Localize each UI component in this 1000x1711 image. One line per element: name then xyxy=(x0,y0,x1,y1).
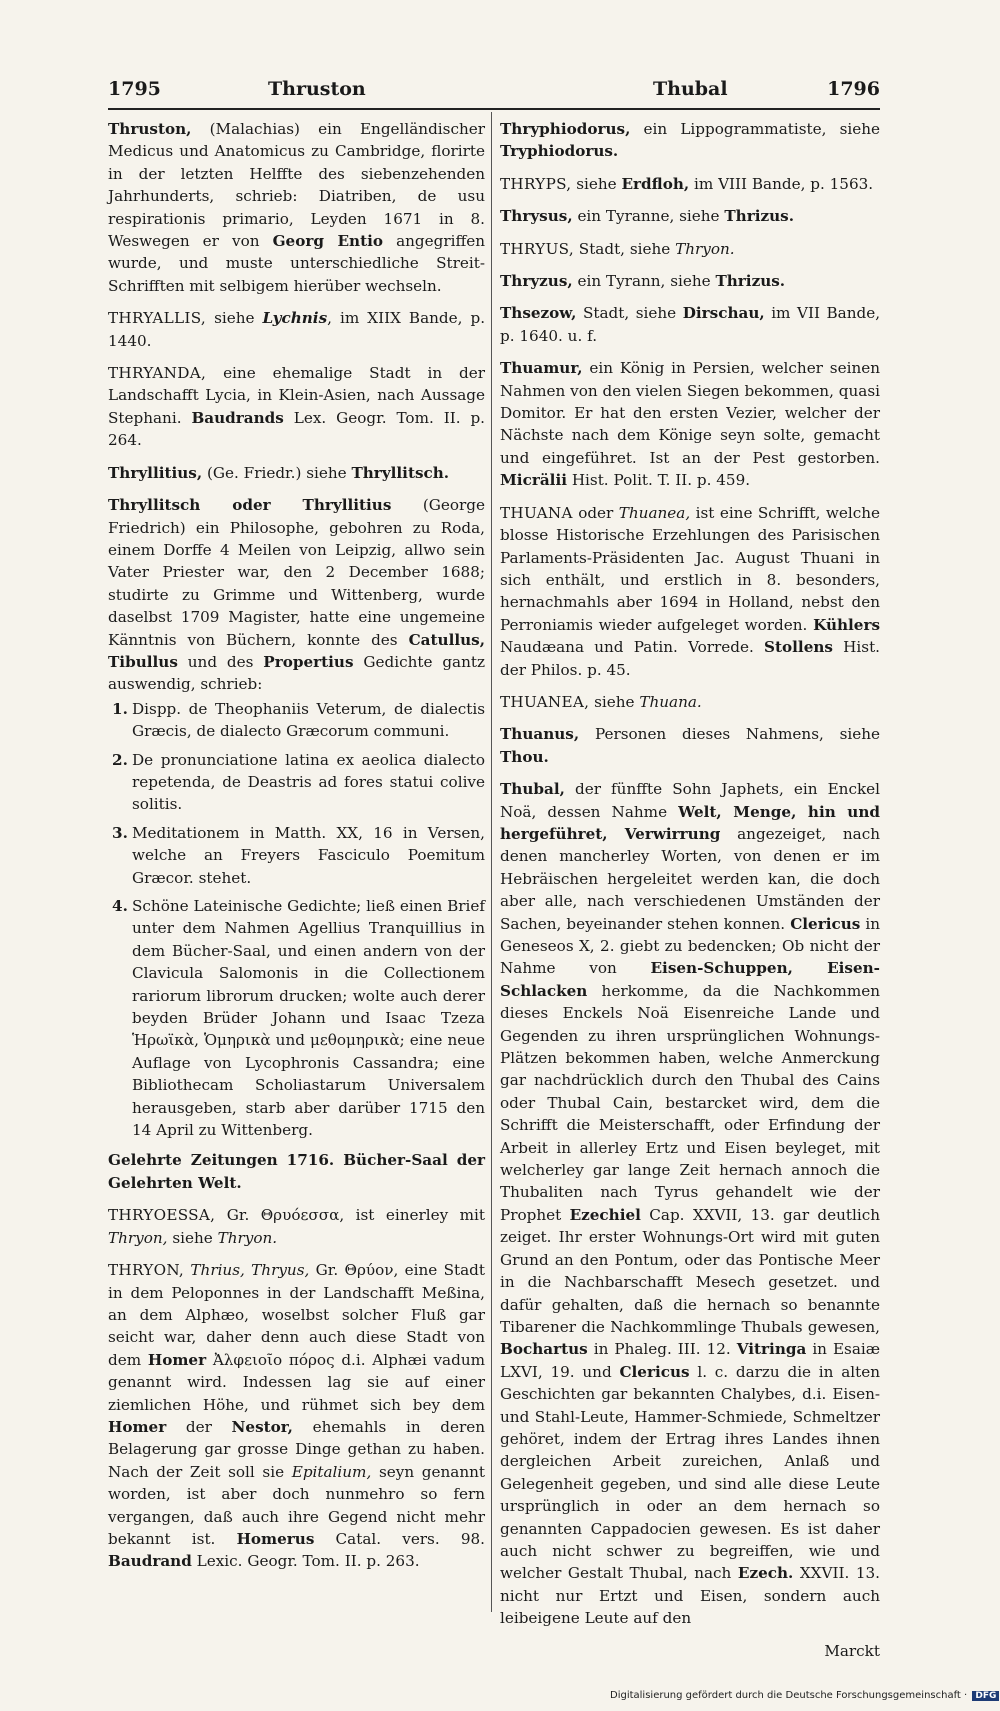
entry-text: siehe xyxy=(214,309,255,328)
source-name: Homerus xyxy=(236,1529,315,1548)
entry-text: seyn genannt worden, ist aber doch nunmehro so fern vergangen, daß auch ihre Gegend nicht mehr bekannt ist. xyxy=(108,1462,485,1548)
entry-headword: THUANA xyxy=(500,503,573,522)
item-number: 1. xyxy=(112,699,128,718)
item-text: Meditationem in Matth. XX, 16 in Versen, welche an Freyers Fasciculo Poemitum Græcor. stehet. xyxy=(132,823,485,887)
source-name: Baudrands xyxy=(191,408,284,427)
cross-reference: Thryon. xyxy=(675,239,735,258)
entry-text: ist eine Schrifft, welche blosse Historische Erzehlungen des Parisischen Parlaments-Präsidenten Jac. August Thuani in sich enthält, und erstlich in 8. besonders, hernachmahls aber 1694 in Holland, nebst den Perroniamis wieder aufgeleget worden. xyxy=(500,503,880,634)
entry-text: XXVII. 13. nicht nur Ertzt und Eisen, sondern auch leibeigene Leute auf den xyxy=(500,1564,880,1628)
entry-text: der xyxy=(185,1417,212,1436)
footer-credit xyxy=(610,1690,999,1701)
cross-reference: Thryon. xyxy=(217,1228,278,1247)
cross-reference: Lychnis xyxy=(262,309,328,328)
item-number: 4. xyxy=(112,897,128,915)
entry-thuamur xyxy=(500,357,880,491)
source-name: Clericus xyxy=(790,914,861,933)
entry-text: Personen dieses Nahmens, siehe xyxy=(594,725,880,744)
entry-text: Ἀλφειοῖο πόρος d.i. Alphæi vadum genannt wird. Indessen lag sie auf einer ziemlichen Höhe, und rühmet sich bey dem xyxy=(108,1350,486,1414)
entry-text: Lex. Geogr. Tom. II. p. 264. xyxy=(108,408,486,450)
source-name: Kühlers xyxy=(813,615,881,634)
entry-thryllitsch xyxy=(108,494,485,1194)
entry-headword: Thryllitius, xyxy=(108,463,203,482)
keyword-list: Welt, Menge, hin und hergeführet, Verwirrung xyxy=(500,802,881,843)
cross-reference: Thryon, xyxy=(108,1228,168,1247)
entry-text: Gedichte gantz auswendig, schrieb: xyxy=(108,652,486,694)
entry-text: angegriffen wurde, und muste unterschiedliche Streit-Schrifften mit selbigem hierüber wechseln. xyxy=(108,232,486,295)
entry-headword: THRYPS, xyxy=(500,174,572,193)
item-text: De pronunciatione latina ex aeolica dialecto repetenda, de Deastris ad fores statui colive solitis. xyxy=(132,750,485,814)
entry-name: Georg Entio xyxy=(272,232,383,251)
page-number-right: 1796 xyxy=(827,78,880,100)
cross-reference: Thrizus. xyxy=(724,207,794,226)
entry-thrysus xyxy=(500,205,880,227)
entry-text: ein König in Persien, welcher seinen Nahmen von den vielen Siegen bekommen, quasi Domitor. Er hat den ersten Vezier, welcher der Nächste nach dem Könige seyn solte, gemacht und eingeführet. Ist an der Pest gestorben. xyxy=(500,359,880,467)
entry-text: herkomme, da die Nachkommen dieses Enckels Noä Eisenreiche Lande und Gegenden zu ihren ursprünglichen Wohnungs-Plätzen bekommen haben, welche Anmerckung gar nachdrücklich durch den Thubal des Cains oder Thubal Cain, bestarcket wird, dem die Schrifft die Meisterschafft, oder Erfindung der Arbeit in allerley Ertz und Eisen beyleget, mit welcherley gar lange Zeit hernach annoch die Thubaliten nach Tyrus gehandelt wie der Prophet xyxy=(500,981,881,1224)
entry-headword: Thubal, xyxy=(500,780,565,799)
catchword: Marckt xyxy=(824,1641,880,1660)
header-rule xyxy=(108,108,880,110)
variant-name: Thuanea, xyxy=(618,503,691,522)
left-column xyxy=(108,118,485,1583)
source-name: Bochartus xyxy=(500,1340,588,1359)
entry-text: ehemahls in deren Belagerung gar grosse Dinge gethan zu haben. Nach der Zeit soll sie xyxy=(108,1417,486,1481)
item-text: Schöne Lateinische Gedichte; ließ einen Brief unter dem Nahmen Agellius Tranquillius in dem Bücher-Saal, und einen andern von der Clavicula Salomonis in die Collectionem rariorum librorum drucken; wolte auch derer beyden Brüder Johann und Isaac Tzeza Ἡρωϊκὰ, Ὁμηρικὰ und μεθομηρικὰ; eine neue Auflage von Lycophronis Cassandra; eine Bibliothecam Scholiastarum Universalem herausgeben, starb aber darüber 1715 den 14 April zu Wittenberg. xyxy=(132,897,485,1140)
list-item xyxy=(108,895,485,1141)
running-head xyxy=(108,78,880,106)
right-column xyxy=(500,118,880,1662)
entry-thuanea xyxy=(500,691,880,713)
entry-headword: THRYANDA, xyxy=(108,364,207,383)
source-name: Clericus xyxy=(619,1362,690,1381)
entry-text: (George Friedrich) ein Philosophe, gebohren zu Roda, einem Dorffe 4 Meilen von Leipzig, allwo sein Vater Priester war, den 2 December 1688; studirte zu Grimme und Wittenberg, wurde daselbst 1709 Magister, hatte eine ungemeine Känntnis von Büchern, konnte des xyxy=(108,496,485,649)
entry-headword: Thryllitsch oder Thryllitius xyxy=(108,496,392,515)
source-name: Stollens xyxy=(764,638,833,657)
footer-text: Digitalisierung gefördert durch die Deutsche Forschungsgemeinschaft · xyxy=(610,1690,968,1701)
author-name: Tibullus xyxy=(108,652,178,671)
cross-reference: Thuana. xyxy=(639,692,702,711)
list-item xyxy=(108,698,485,743)
entry-text: Hist. Polit. T. II. p. 459. xyxy=(571,471,751,490)
entry-text: Stadt, siehe xyxy=(582,304,677,323)
entry-headword: THUANEA, xyxy=(500,692,590,711)
entry-text: im VIII Bande, p. 1563. xyxy=(694,174,874,193)
entry-text: siehe xyxy=(172,1228,213,1247)
source-name: Vitringa xyxy=(736,1340,807,1359)
author-name: Propertius xyxy=(263,652,354,671)
entry-headword: Thrysus, xyxy=(500,207,573,226)
dfg-logo: DFG xyxy=(972,1691,999,1701)
entry-text: der fünffte Sohn Japhets, ein Enckel Noä, dessen Nahme xyxy=(500,780,880,821)
cross-reference: Thrizus. xyxy=(715,272,786,291)
entry-thuana xyxy=(500,502,880,681)
entry-text: (Ge. Friedr.) siehe xyxy=(206,463,347,482)
entry-text: Hist. der Philos. p. 45. xyxy=(500,638,880,679)
entry-headword: Thsezow, xyxy=(500,304,577,323)
item-number: 2. xyxy=(112,750,128,769)
entry-text: Catal. vers. 98. xyxy=(335,1529,486,1548)
source-name: Baudrand xyxy=(108,1552,192,1571)
entry-headword: THRYALLIS, xyxy=(108,309,207,328)
entry-text: in Phaleg. III. 12. xyxy=(593,1340,731,1359)
keyword-list: Eisen-Schuppen, Eisen-Schlacken xyxy=(500,959,880,1000)
entry-text: siehe xyxy=(576,174,617,193)
entry-text: siehe xyxy=(594,692,635,711)
entry-text: l. c. darzu die in alten Geschichten gar bekannten Chalybes, d.i. Eisen- und Stahl-Leute, Hammer-Schmiede, Schmeltzer gehöret, indem der Ertrag ihres Landes ihnen dergleichen Arbeit zureichen, Anlaß und Gelegenheit gegeben, und sind alle diese Leute ursprünglich in oder an dem hernach so genannten Cappadocien gewesen. Es ist daher auch nicht schwer zu begreiffen, wie und welcher Gestalt Thubal, nach xyxy=(500,1362,880,1583)
entry-headword: THRYOESSA, xyxy=(108,1206,216,1225)
entry-thruston xyxy=(108,118,485,297)
entry-text: in Esaiæ LXVI, 19. und xyxy=(500,1340,881,1381)
author-name: Homer xyxy=(108,1417,167,1436)
entry-text: Lexic. Geogr. Tom. II. p. 263. xyxy=(196,1552,420,1571)
person-name: Ezechiel xyxy=(569,1205,641,1224)
item-number: 3. xyxy=(112,823,128,842)
works-list xyxy=(108,698,485,1142)
page-number-left: 1795 xyxy=(108,78,161,100)
column-divider xyxy=(491,112,492,1612)
entry-headword: Thryphiodorus, xyxy=(500,120,631,138)
entry-text: oder xyxy=(578,503,614,522)
entry-thryps xyxy=(500,173,880,195)
entry-thubal xyxy=(500,778,880,1629)
person-name: Nestor, xyxy=(231,1417,293,1436)
entry-thryzus xyxy=(500,270,880,292)
entry-headword: THRYON, xyxy=(108,1261,185,1280)
entry-headword: Thruston, xyxy=(108,120,192,138)
author-name: Homer xyxy=(147,1350,207,1369)
entry-thsezow xyxy=(500,302,880,347)
head-word-left: Thruston xyxy=(268,78,366,100)
entry-headword: Thuanus, xyxy=(500,725,580,744)
entry-thryallis xyxy=(108,307,485,352)
entry-text: Naudæana und Patin. Vorrede. xyxy=(500,638,754,657)
cross-reference: Thryllitsch. xyxy=(351,463,450,482)
item-text: Dispp. de Theophaniis Veterum, de dialectis Græcis, de dialecto Græcorum communi. xyxy=(132,699,485,741)
entry-text: und des xyxy=(187,652,254,671)
entry-text: ein Lippogrammatiste, siehe xyxy=(643,120,881,138)
entry-thuanus xyxy=(500,723,880,768)
entry-text: angezeiget, nach denen mancherley Worten, von denen er im Hebräischen hergeleitet werden kan, die doch aber alle, nach verschiedenen Umständen der Sachen, beyeinander stehen konnen. xyxy=(500,824,880,933)
cross-reference: Tryphiodorus. xyxy=(500,142,619,161)
entry-thryus xyxy=(500,238,880,260)
source-citation: Gelehrte Zeitungen 1716. Bücher-Saal der Gelehrten Welt. xyxy=(108,1151,485,1192)
source-name: Ezech. xyxy=(737,1564,794,1583)
entry-thryllitius xyxy=(108,462,485,484)
entry-headword: Thryzus, xyxy=(500,272,573,291)
entry-text: , im XIIX Bande, p. 1440. xyxy=(108,309,486,350)
entry-text: eine ehemalige Stadt in der Landschafft Lycia, in Klein-Asien, nach Aussage Stephani. xyxy=(108,364,486,427)
entry-thryoessa xyxy=(108,1204,485,1249)
entry-text: Gr. Θρύον, eine Stadt in dem Peloponnes in der Landschafft Meßina, an dem Alphæo, woselbst solcher Fluß gar seicht war, daher denn auch diese Stadt von dem xyxy=(108,1261,485,1369)
entry-text: in Geneseos X, 2. giebt zu bedencken; Ob nicht der Nahme von xyxy=(500,914,881,978)
variant-names: Thrius, Thryus, xyxy=(190,1261,310,1280)
entry-headword: Thuamur, xyxy=(500,359,583,378)
source-name: Micrälii xyxy=(500,471,567,490)
entry-text: Stadt, siehe xyxy=(578,239,671,258)
author-name: Catullus, xyxy=(408,630,485,649)
list-item xyxy=(108,749,485,816)
entry-text: Gr. Θρυόεσσα, ist einerley mit xyxy=(226,1206,485,1225)
entry-text: im VII Bande, p. 1640. u. f. xyxy=(500,304,881,345)
entry-thryphiodorus xyxy=(500,118,880,163)
cross-reference: Erdfloh, xyxy=(621,174,690,193)
entry-thryanda xyxy=(108,362,485,452)
place-name: Epitalium, xyxy=(291,1462,372,1481)
head-word-right: Thubal xyxy=(653,78,728,100)
list-item xyxy=(108,822,485,889)
entry-text: (Malachias) ein Engelländischer Medicus und Anatomicus zu Cambridge, florirte in der letzten Helffte des siebenzehenden Jahrhunderts, schrieb: Diatriben, de usu respirationis primario, Leyden 1671 in 8. Weswegen er von xyxy=(108,120,485,251)
entry-text: ein Tyrann, siehe xyxy=(577,272,711,291)
entry-headword: THRYUS, xyxy=(500,239,574,258)
entry-text: Cap. XXVII, 13. gar deutlich zeiget. Ihr erster Wohnungs-Ort wird mit guten Grund an den Pontum, oder das Pontische Meer in die Nachbarschafft Mesech gesetzet. und dafür gehalten, daß die hernach so benannte Tibarener die Nachkommlinge Thubals gewesen, xyxy=(500,1205,881,1336)
cross-reference: Thou. xyxy=(500,747,549,766)
entry-thryon xyxy=(108,1259,485,1573)
cross-reference: Dirschau, xyxy=(682,304,765,323)
entry-text: ein Tyranne, siehe xyxy=(577,207,720,226)
